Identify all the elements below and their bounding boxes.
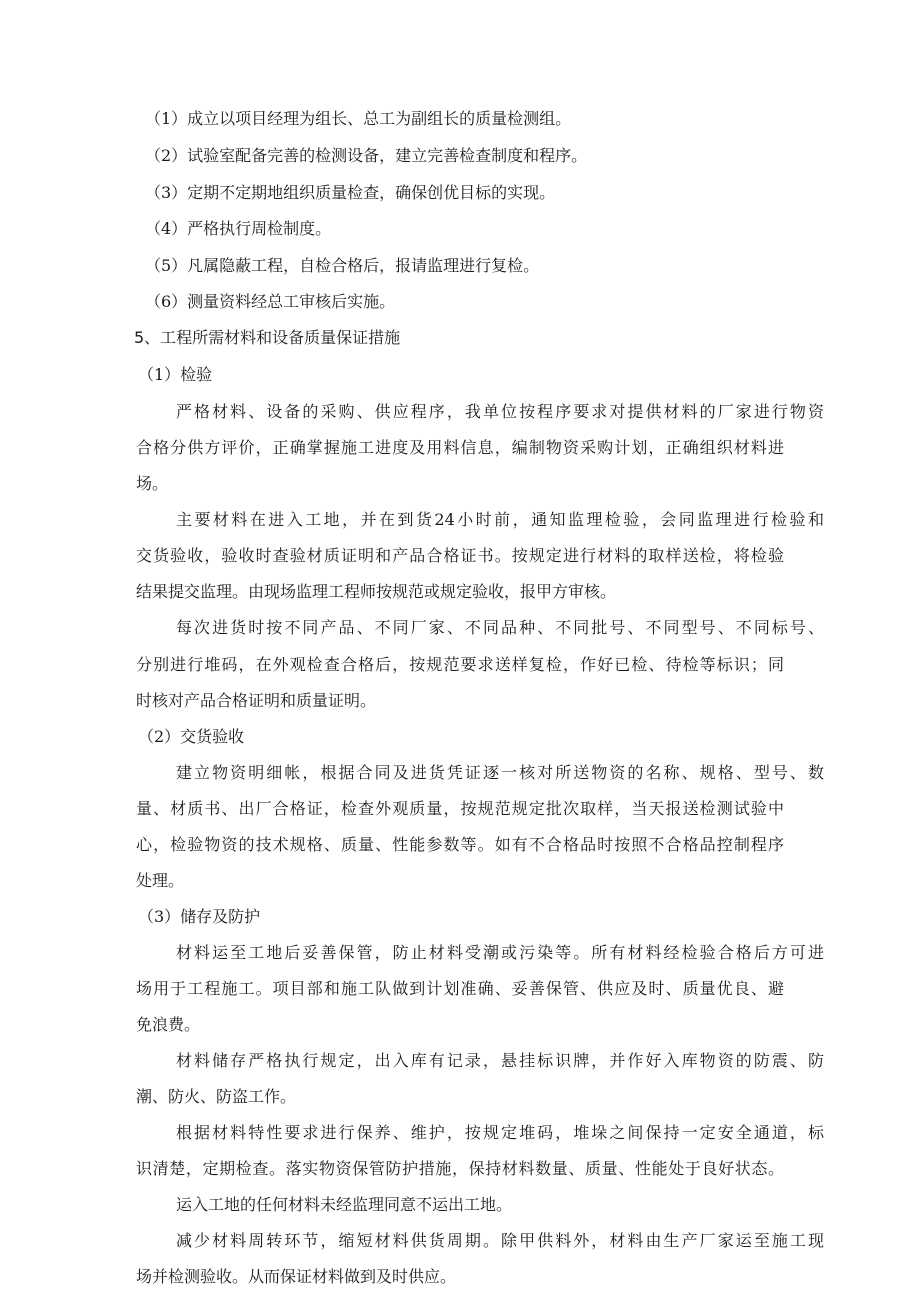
list-item-5: （5）凡属隐蔽工程，自检合格后，报请监理进行复检。 [145,256,540,275]
paragraph-line: 材料运至工地后妥善保管，防止材料受潮或污染等。所有材料经检验合格后方可进 [176,943,824,962]
paragraph-line: 材料储存严格执行规定，出入库有记录，悬挂标识牌，并作好入库物资的防震、防 [176,1051,824,1070]
paragraph-line: 运入工地的任何材料未经监理同意不运出工地。 [176,1195,513,1214]
paragraph-line: 合格分供方评价，正确掌握施工进度及用料信息，编制物资采购计划，正确组织材料进 [136,438,784,457]
paragraph-line: 减少材料周转环节，缩短材料供货周期。除甲供料外，材料由生产厂家运至施工现 [176,1231,824,1250]
paragraph-line: 量、材质书、出厂合格证，检查外观质量，按规范规定批次取样，当天报送检测试验中 [136,799,784,818]
paragraph-line: 根据材料特性要求进行保养、维护，按规定堆码，堆垛之间保持一定安全通道，标 [176,1123,824,1142]
list-item-1: （1）成立以项目经理为组长、总工为副组长的质量检测组。 [145,109,572,128]
subsection-heading-inspection: （1）检验 [138,365,213,384]
subsection-heading-storage: （3）储存及防护 [138,907,261,926]
paragraph-line: 结果提交监理。由现场监理工程师按规范或规定验收，报甲方审核。 [136,582,617,601]
list-item-6: （6）测量资料经总工审核后实施。 [145,292,396,311]
paragraph-line: 严格材料、设备的采购、供应程序，我单位按程序要求对提供材料的厂家进行物资 [176,402,824,421]
paragraph-line: 识清楚，定期检查。落实物资保管防护措施，保持材料数量、质量、性能处于良好状态。 [136,1159,784,1178]
paragraph-line: 每次进货时按不同产品、不同厂家、不同品种、不同批号、不同型号、不同标号、 [176,618,824,637]
list-item-3: （3）定期不定期地组织质量检查，确保创优目标的实现。 [145,183,556,202]
paragraph-line: 处理。 [136,871,185,890]
paragraph-line: 免浪费。 [136,1015,201,1034]
list-item-2: （2）试验室配备完善的检测设备，建立完善检查制度和程序。 [145,146,588,165]
paragraph-line: 潮、防火、防盗工作。 [136,1087,297,1106]
paragraph-line: 分别进行堆码，在外观检查合格后，按规范要求送样复检，作好已检、待检等标识；同 [136,655,784,674]
paragraph-line: 时核对产品合格证明和质量证明。 [136,691,377,710]
section-heading: 5、工程所需材料和设备质量保证措施 [134,328,401,347]
paragraph-line: 场并检测验收。从而保证材料做到及时供应。 [136,1267,457,1286]
subsection-heading-delivery: （2）交货验收 [138,727,245,746]
list-item-4: （4）严格执行周检制度。 [145,219,332,238]
paragraph-line: 主要材料在进入工地，并在到货24小时前，通知监理检验，会同监理进行检验和 [176,510,824,529]
paragraph-line: 心，检验物资的技术规格、质量、性能参数等。如有不合格品时按照不合格品控制程序 [136,835,784,854]
paragraph-line: 交货验收，验收时查验材质证明和产品合格证书。按规定进行材料的取样送检，将检验 [136,546,784,565]
paragraph-line: 场。 [136,474,169,493]
paragraph-line: 建立物资明细帐，根据合同及进货凭证逐一核对所送物资的名称、规格、型号、数 [176,763,824,782]
paragraph-line: 场用于工程施工。项目部和施工队做到计划准确、妥善保管、供应及时、质量优良、避 [136,979,784,998]
